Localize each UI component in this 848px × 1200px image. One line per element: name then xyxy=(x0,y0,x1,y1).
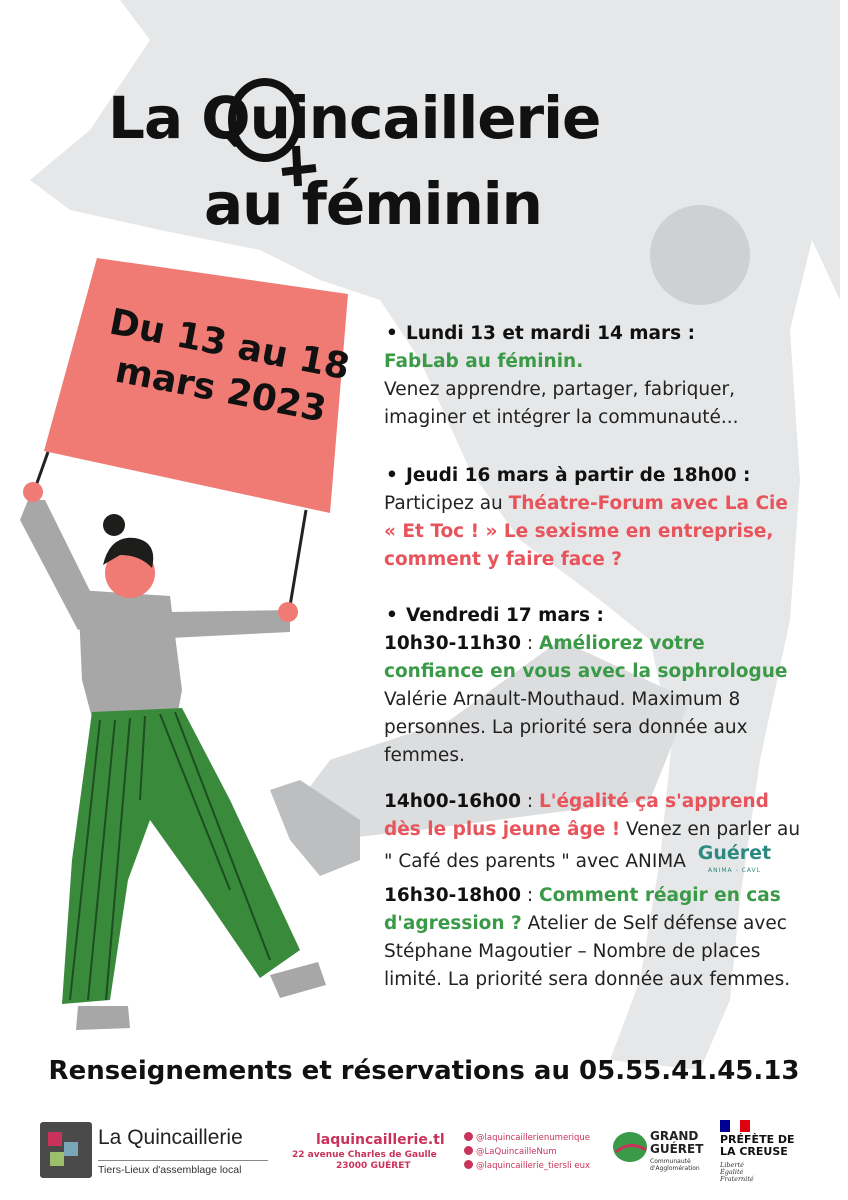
instagram-icon xyxy=(464,1160,473,1169)
quincaillerie-logo-sub: Tiers-Lieux d'assemblage local xyxy=(98,1160,268,1176)
silhouette-head xyxy=(650,205,750,305)
anima-logo-sub: ANIMA - CAVL xyxy=(707,867,761,874)
french-flag-icon xyxy=(720,1120,750,1132)
slot-3-highlight: Comment réagir en cas d'agression ? xyxy=(384,885,781,934)
slot-1-sep: : xyxy=(521,633,539,654)
title-line-1: La Quincaillerie xyxy=(108,84,601,152)
slot-3-sep: : xyxy=(521,885,539,906)
section-1-heading: • Lundi 13 et mardi 14 mars : xyxy=(384,320,804,348)
slot-1-highlight: Améliorez votre confiance en vous avec la sophrologue xyxy=(384,633,788,682)
grand-gueret-logo-icon xyxy=(612,1130,648,1164)
website-link[interactable]: laquincaillerie.tl xyxy=(316,1132,445,1148)
woman-arm-right xyxy=(170,610,290,638)
address-line-1: 22 avenue Charles de Gaulle xyxy=(292,1150,437,1160)
facebook-icon xyxy=(464,1132,473,1141)
prefecture-motto: Liberté Égalité Fraternité xyxy=(720,1161,754,1183)
banner-stick-right xyxy=(290,510,306,606)
anima-logo-name: Guéret xyxy=(697,842,772,864)
prefecture-name: PRÉFÈTE DE LA CREUSE xyxy=(720,1133,795,1158)
slot-1-time: 10h30-11h30 xyxy=(384,633,521,654)
section-friday xyxy=(384,602,804,770)
woman-shirt xyxy=(78,590,182,718)
quincaillerie-logo-icon xyxy=(40,1122,92,1178)
address-line-2: 23000 GUÉRET xyxy=(336,1161,411,1171)
section-1-highlight: FabLab au féminin. xyxy=(384,351,584,372)
slot-3-text: Atelier de Self défense avec Stéphane Magoutier – Nombre de places limité. La priorité sera donnée aux femmes. xyxy=(384,913,791,990)
social-instagram[interactable] xyxy=(464,1160,590,1171)
social-twitter[interactable] xyxy=(464,1146,557,1157)
slot-1-text: Valérie Arnault-Mouthaud. Maximum 8 personnes. La priorité sera donnée aux femmes. xyxy=(384,689,748,766)
slot-3-time: 16h30-18h00 xyxy=(384,885,521,906)
section-1-text: Venez apprendre, partager, fabriquer, imaginer et intégrer la communauté... xyxy=(384,379,739,428)
contact-line: Renseignements et réservations au 05.55.41.45.13 xyxy=(48,1056,800,1086)
slot-2-sep: : xyxy=(521,791,539,812)
grand-gueret-sub: Communauté d'Agglomération xyxy=(650,1158,700,1172)
slot-3 xyxy=(384,882,804,994)
slot-2-time: 14h00-16h00 xyxy=(384,791,521,812)
social-twitter-handle: @LaQuincailleNum xyxy=(476,1147,557,1157)
anima-gueret-logo xyxy=(698,844,771,880)
quincaillerie-logo-name: La Quincaillerie xyxy=(98,1126,243,1149)
title-line-2: au féminin xyxy=(204,170,542,238)
section-2-intro: Participez au xyxy=(384,493,509,514)
woman-hand-left xyxy=(23,482,43,502)
woman-pants xyxy=(62,708,300,1004)
social-instagram-handle: @laquincaillerie_tiersli eux xyxy=(476,1161,591,1171)
woman-shoe-left xyxy=(76,1006,130,1030)
section-2-body xyxy=(384,490,804,574)
section-3-heading: • Vendredi 17 mars : xyxy=(384,602,804,630)
slot-1 xyxy=(384,630,804,770)
section-2-heading: • Jeudi 16 mars à partir de 18h00 : xyxy=(384,462,804,490)
section-2-highlight: Théatre-Forum avec La Cie « Et Toc ! » Le sexisme en entreprise, comment y faire face ? xyxy=(384,493,788,570)
slot-2 xyxy=(384,788,804,880)
twitter-icon xyxy=(464,1146,473,1155)
social-facebook-handle: @laquincaillerienumerique xyxy=(476,1133,591,1143)
section-monday-tuesday xyxy=(384,320,804,432)
banner-date-text: Du 13 au 18 mars 2023 xyxy=(106,301,353,431)
social-facebook[interactable] xyxy=(464,1132,590,1143)
slot-2-highlight: L'égalité ça s'apprend dès le plus jeune âge ! xyxy=(384,791,769,840)
woman-bun xyxy=(103,514,125,536)
woman-shoe-right xyxy=(270,962,326,998)
footer xyxy=(0,1118,848,1188)
slot-2-text: Venez en parler au " Café des parents " avec ANIMA xyxy=(384,819,801,872)
section-thursday xyxy=(384,462,804,574)
woman-hand-right xyxy=(278,602,298,622)
grand-gueret-name: GRAND GUÉRET xyxy=(650,1129,704,1156)
